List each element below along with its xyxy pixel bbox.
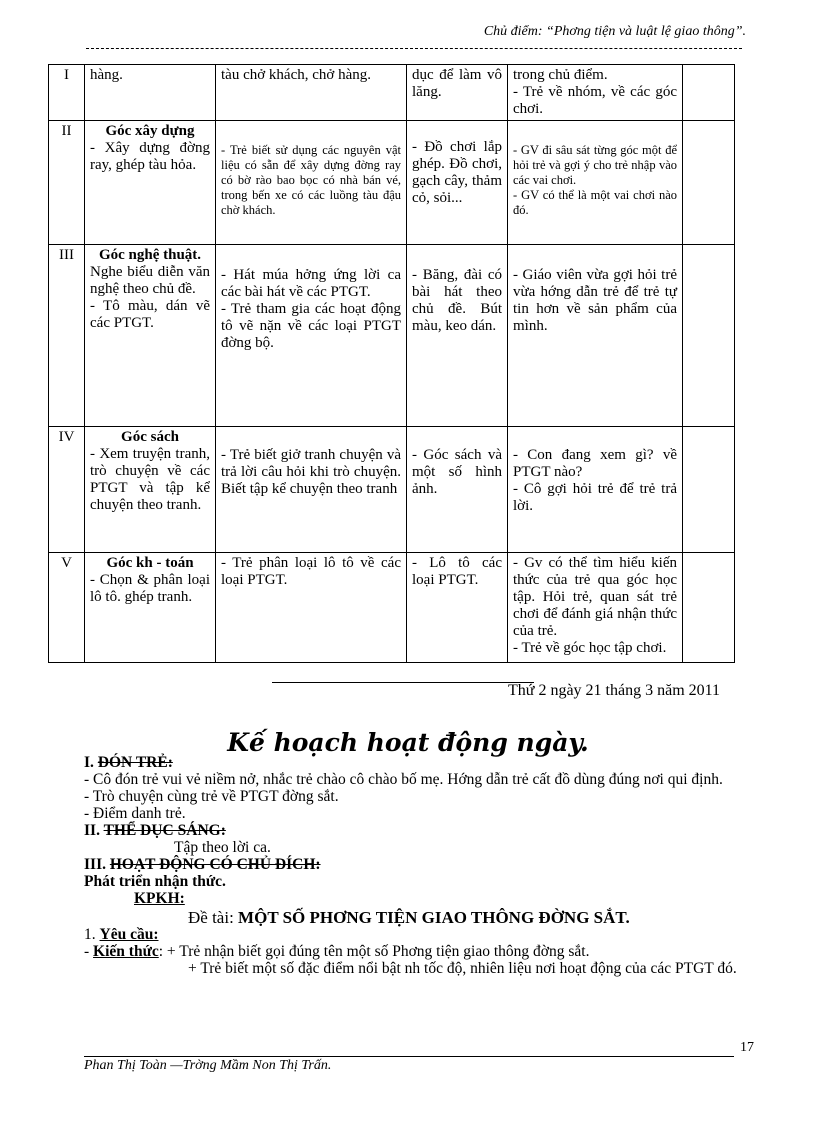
section-heading — [84, 856, 756, 873]
table-row — [49, 245, 735, 427]
table-cell — [508, 427, 683, 553]
corner-title: Góc nghệ thuật. — [98, 247, 202, 263]
cell-text: - Chọn & phân loại lô tô. ghép tranh. — [90, 572, 210, 605]
table-cell — [508, 245, 683, 427]
row-number: IV — [49, 427, 85, 553]
requirements-heading — [84, 926, 756, 943]
section-number: III. — [84, 856, 106, 873]
page-number: 17 — [740, 1040, 754, 1055]
paragraph: - Trò chuyện cùng trẻ về PTGT đờng sắt. — [84, 788, 339, 805]
cell-text: - Trẻ biết giở tranh chuyện và trả lời câu hỏi khi trò chuyện. Biết tập kể chuyện theo tranh — [221, 447, 401, 497]
table-cell — [407, 553, 508, 663]
empty-cell — [683, 245, 735, 427]
cell-text: - Hát múa hởng ứng lời ca các bài hát về các PTGT. - Trẻ tham gia các hoạt động tô vẽ nặn về các loại PTGT đờng bộ. — [221, 267, 401, 351]
cell-text: - Xem truyện tranh, trò chuyện về các PTGT và tập kể chuyện theo tranh. — [90, 446, 210, 513]
section-title: THỂ DỤC SÁNG: — [103, 822, 226, 839]
cell-text: - Lô tô các loại PTGT. — [412, 555, 502, 588]
corner-title: Góc xây dựng — [105, 123, 195, 139]
knowledge-line: - Kiến thức: + Trẻ nhận biết gọi đúng tên một số Phơng tiện giao thông đờng sắt. — [84, 943, 590, 960]
table-cell — [508, 65, 683, 121]
section-number: I. — [84, 754, 94, 771]
cell-text: - Đồ chơi lắp ghép. Đồ chơi, gạch cây, thảm cỏ, sỏi... — [412, 139, 502, 206]
section-heading — [84, 754, 756, 771]
empty-cell — [683, 427, 735, 553]
table-cell — [407, 245, 508, 427]
empty-cell — [683, 553, 735, 663]
table-cell — [508, 553, 683, 663]
knowledge-text: : + Trẻ nhận biết gọi đúng tên một số Phơng tiện giao thông đờng sắt. — [158, 943, 590, 960]
cell-text: tàu chở khách, chở hàng. — [221, 67, 371, 83]
cell-text: - Xây dựng đờng ray, ghép tàu hỏa. — [90, 140, 210, 173]
paragraph: - Điểm danh trẻ. — [84, 805, 186, 822]
row-number: II — [49, 121, 85, 245]
table-cell — [85, 427, 216, 553]
cell-text: - Gv có thể tìm hiểu kiến thức của trẻ qua góc học tập. Hỏi trẻ, quan sát trẻ chơi để đánh giá nhận thức của trẻ. - Trẻ về góc học tập chơi. — [513, 555, 677, 656]
table-row — [49, 65, 735, 121]
cell-text: trong chủ điểm. - Trẻ về nhóm, về các góc chơi. — [513, 67, 677, 117]
section-heading — [84, 822, 756, 839]
date-rule — [272, 682, 534, 683]
row-number: III — [49, 245, 85, 427]
cell-text: - Góc sách và một số hình ảnh. — [412, 447, 502, 497]
cell-text: - Băng, đài có bài hát theo chủ đề. Bút màu, keo dán. — [412, 267, 502, 334]
row-number: V — [49, 553, 85, 663]
cell-text: hàng. — [90, 67, 123, 83]
table-cell — [85, 245, 216, 427]
cell-text: - Con đang xem gì? về PTGT nào? - Cô gợi hỏi trẻ để trẻ trả lời. — [513, 447, 677, 514]
row-number: I — [49, 65, 85, 121]
activity-table — [48, 64, 735, 663]
table-cell — [216, 245, 407, 427]
table-row — [49, 121, 735, 245]
cell-text: - Trẻ phân loại lô tô về các loại PTGT. — [221, 555, 401, 588]
table-cell — [216, 121, 407, 245]
plan-body — [84, 754, 756, 977]
requirements-title: Yêu cầu: — [99, 926, 159, 943]
table-cell — [85, 553, 216, 663]
footer-rule — [84, 1056, 734, 1057]
table-cell — [216, 553, 407, 663]
section-title: ĐÓN TRẺ: — [97, 754, 173, 771]
cell-text: - GV đi sâu sát từng góc một để hỏi trẻ và gợi ý cho trẻ nhập vào các vai chơi. - GV có thể là một vai chơi nào đó. — [513, 143, 677, 217]
table-cell — [508, 121, 683, 245]
cell-text: Nghe biểu diễn văn nghệ theo chủ đề. - Tô màu, dán vẽ các PTGT. — [90, 264, 210, 331]
topic-text: MỘT SỐ PHƠNG TIỆN GIAO THÔNG ĐỜNG SẮT. — [238, 908, 630, 927]
header-rule — [86, 48, 742, 49]
page-title: Kế hoạch hoạt động ngày. — [227, 728, 589, 757]
cell-text: - Giáo viên vừa gợi hỏi trẻ vừa hớng dẫn trẻ để trẻ tự tin hơn về sản phẩm của mình. — [513, 267, 677, 334]
paragraph: - Cô đón trẻ vui vẻ niềm nở, nhắc trẻ chào cô chào bố mẹ. Hớng dẫn trẻ cất đồ dùng đúng nơi qui định. — [84, 771, 723, 788]
date-line: Thứ 2 ngày 21 tháng 3 năm 2011 — [508, 682, 721, 699]
table-cell — [85, 65, 216, 121]
knowledge-line: + Trẻ biết một số đặc điểm nổi bật nh tốc độ, nhiên liệu nơi hoạt động của các PTGT đó. — [188, 960, 737, 977]
table-cell — [216, 65, 407, 121]
subheading: Phát triển nhận thức. — [84, 873, 226, 890]
section-number: II. — [84, 822, 100, 839]
empty-cell — [683, 121, 735, 245]
table-cell — [407, 427, 508, 553]
section-title: HOẠT ĐỘNG CÓ CHỦ ĐÍCH: — [109, 856, 321, 873]
cell-text: dục để làm vô lăng. — [412, 67, 502, 100]
empty-cell — [683, 65, 735, 121]
corner-title: Góc sách — [121, 429, 179, 445]
knowledge-label: Kiến thức — [93, 943, 159, 960]
kpkh-label: KPKH: — [134, 890, 185, 907]
topic-label: Đề tài: — [188, 908, 234, 927]
table-cell — [407, 65, 508, 121]
topic-line — [84, 909, 756, 926]
cell-text: - Trẻ biết sử dụng các nguyên vật liệu có sẵn để xây dựng đờng ray có bờ rào bao bọc có nhà bán vé, trong bến xe có các luồng tàu đậu chờ khách. — [221, 143, 401, 217]
paragraph: Tập theo lời ca. — [174, 839, 271, 856]
corner-title: Góc kh - toán — [106, 555, 194, 571]
table-cell — [85, 121, 216, 245]
page-footer: Phan Thị Toàn —Trờng Mầm Non Thị Trấn. — [84, 1058, 332, 1073]
table-row — [49, 553, 735, 663]
page-header: Chủ điểm: “Phơng tiện và luật lệ giao thông”. — [483, 24, 746, 39]
requirements-number: 1. — [84, 926, 96, 943]
table-row — [49, 427, 735, 553]
table-cell — [407, 121, 508, 245]
table-cell — [216, 427, 407, 553]
